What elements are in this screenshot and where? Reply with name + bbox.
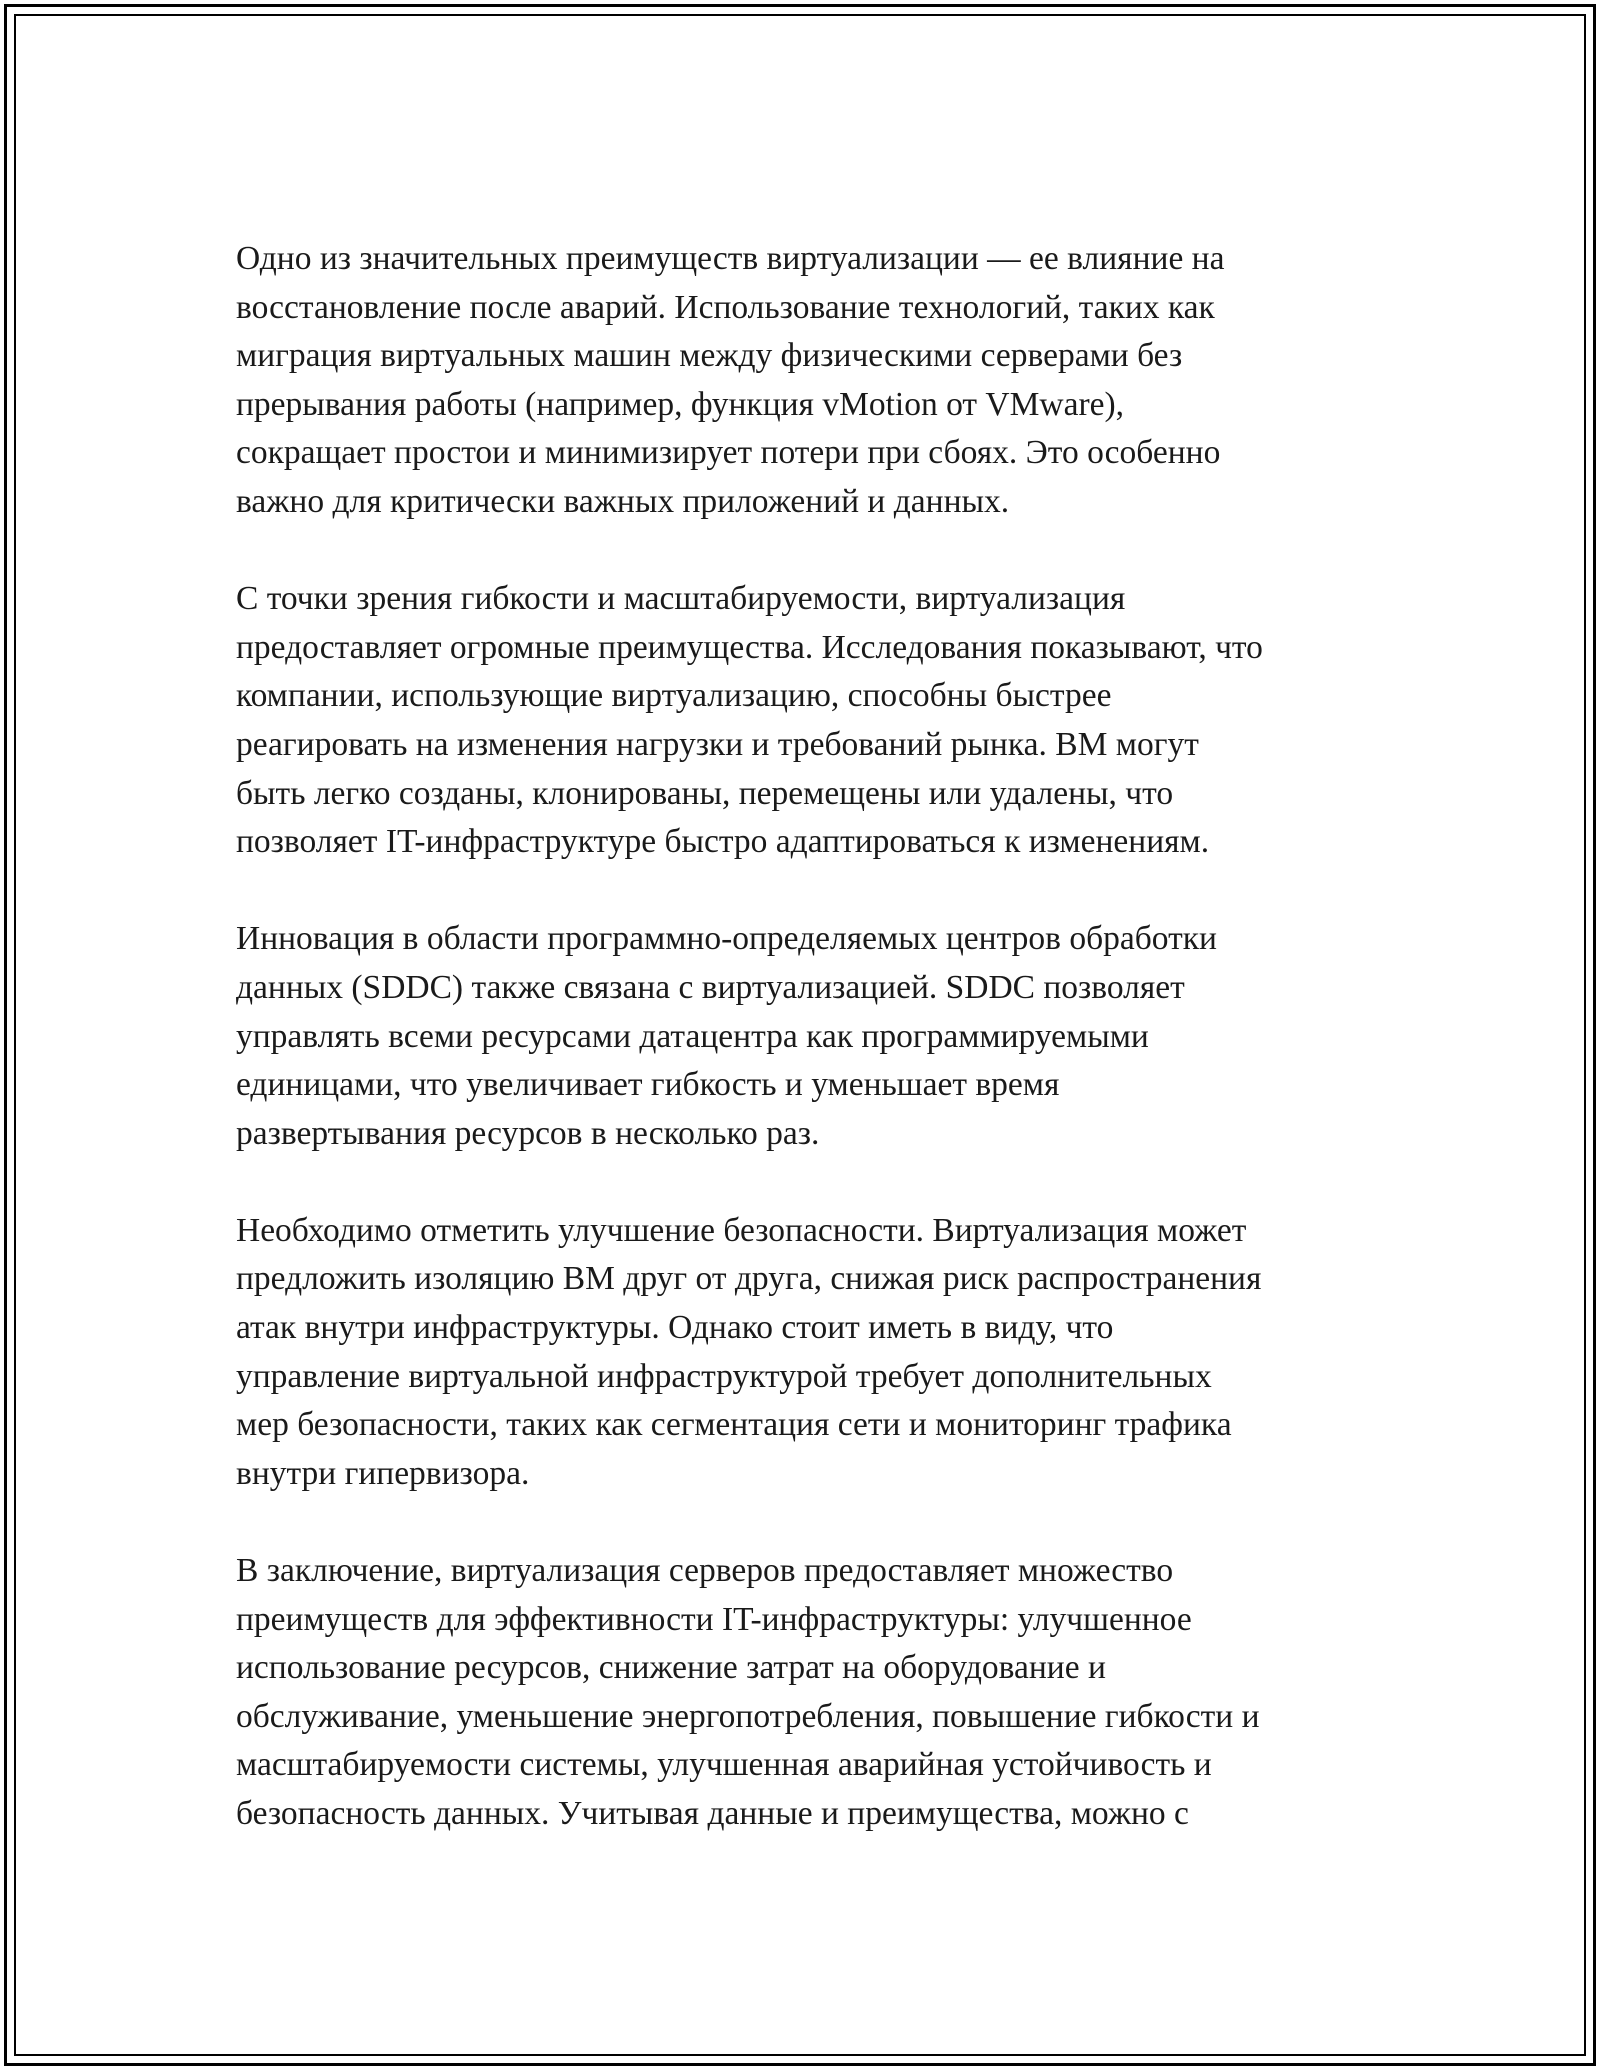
text-line: реагировать на изменения нагрузки и требований рынка. ВМ могут: [236, 725, 1199, 763]
paragraph-sddc: [236, 915, 1386, 1158]
document-body: [236, 235, 1386, 1887]
text-line: Одно из значительных преимуществ виртуализации — ее влияние на: [236, 240, 1225, 277]
text-line: управлять всеми ресурсами датацентра как программируемыми: [236, 1017, 1149, 1055]
text-line: управление виртуальной инфраструктурой требует дополнительных: [236, 1357, 1212, 1395]
text-line: предложить изоляцию ВМ друг от друга, снижая риск распространения: [236, 1260, 1262, 1298]
text-line: компании, использующие виртуализацию, способны быстрее: [236, 677, 1112, 715]
text-line: Необходимо отметить улучшение безопасности. Виртуализация может: [236, 1211, 1247, 1249]
text-line: важно для критически важных приложений и данных.: [236, 482, 1010, 520]
text-line: атак внутри инфраструктуры. Однако стоит иметь в виду, что: [236, 1309, 1114, 1347]
paragraph-disaster-recovery: [236, 235, 1386, 527]
text-line: данных (SDDC) также связана с виртуализацией. SDDC позволяет: [236, 968, 1185, 1006]
paragraph-flexibility-scalability: [236, 575, 1386, 867]
text-line: преимуществ для эффективности IT-инфраструктуры: улучшенное: [236, 1600, 1192, 1638]
text-line: развертывания ресурсов в несколько раз.: [236, 1114, 820, 1152]
text-line: масштабируемости системы, улучшенная аварийная устойчивость и: [236, 1746, 1212, 1784]
paragraph-conclusion: [236, 1547, 1386, 1839]
paragraph-security: [236, 1207, 1386, 1499]
text-line: внутри гипервизора.: [236, 1454, 530, 1492]
text-line: единицами, что увеличивает гибкость и уменьшает время: [236, 1066, 1060, 1104]
text-line: прерывания работы (например, функция vMotion от VMware),: [236, 385, 1125, 423]
text-line: миграция виртуальных машин между физическими серверами без: [236, 337, 1183, 375]
text-line: быть легко созданы, клонированы, перемещены или удалены, что: [236, 774, 1174, 812]
text-line: восстановление после аварий. Использование технологий, таких как: [236, 288, 1215, 326]
text-line: мер безопасности, таких как сегментация сети и мониторинг трафика: [236, 1406, 1232, 1444]
text-line: В заключение, виртуализация серверов предоставляет множество: [236, 1552, 1174, 1590]
text-line: позволяет IT-инфраструктуре быстро адаптироваться к изменениям.: [236, 823, 1210, 861]
text-line: С точки зрения гибкости и масштабируемости, виртуализация: [236, 580, 1126, 618]
text-line: безопасность данных. Учитывая данные и преимущества, можно с: [236, 1795, 1189, 1832]
text-line: Инновация в области программно-определяемых центров обработки: [236, 920, 1217, 958]
text-line: сокращает простои и минимизирует потери при сбоях. Это особенно: [236, 434, 1221, 472]
text-line: обслуживание, уменьшение энергопотребления, повышение гибкости и: [236, 1697, 1260, 1735]
text-line: использование ресурсов, снижение затрат на оборудование и: [236, 1649, 1106, 1687]
text-line: предоставляет огромные преимущества. Исследования показывают, что: [236, 628, 1263, 666]
